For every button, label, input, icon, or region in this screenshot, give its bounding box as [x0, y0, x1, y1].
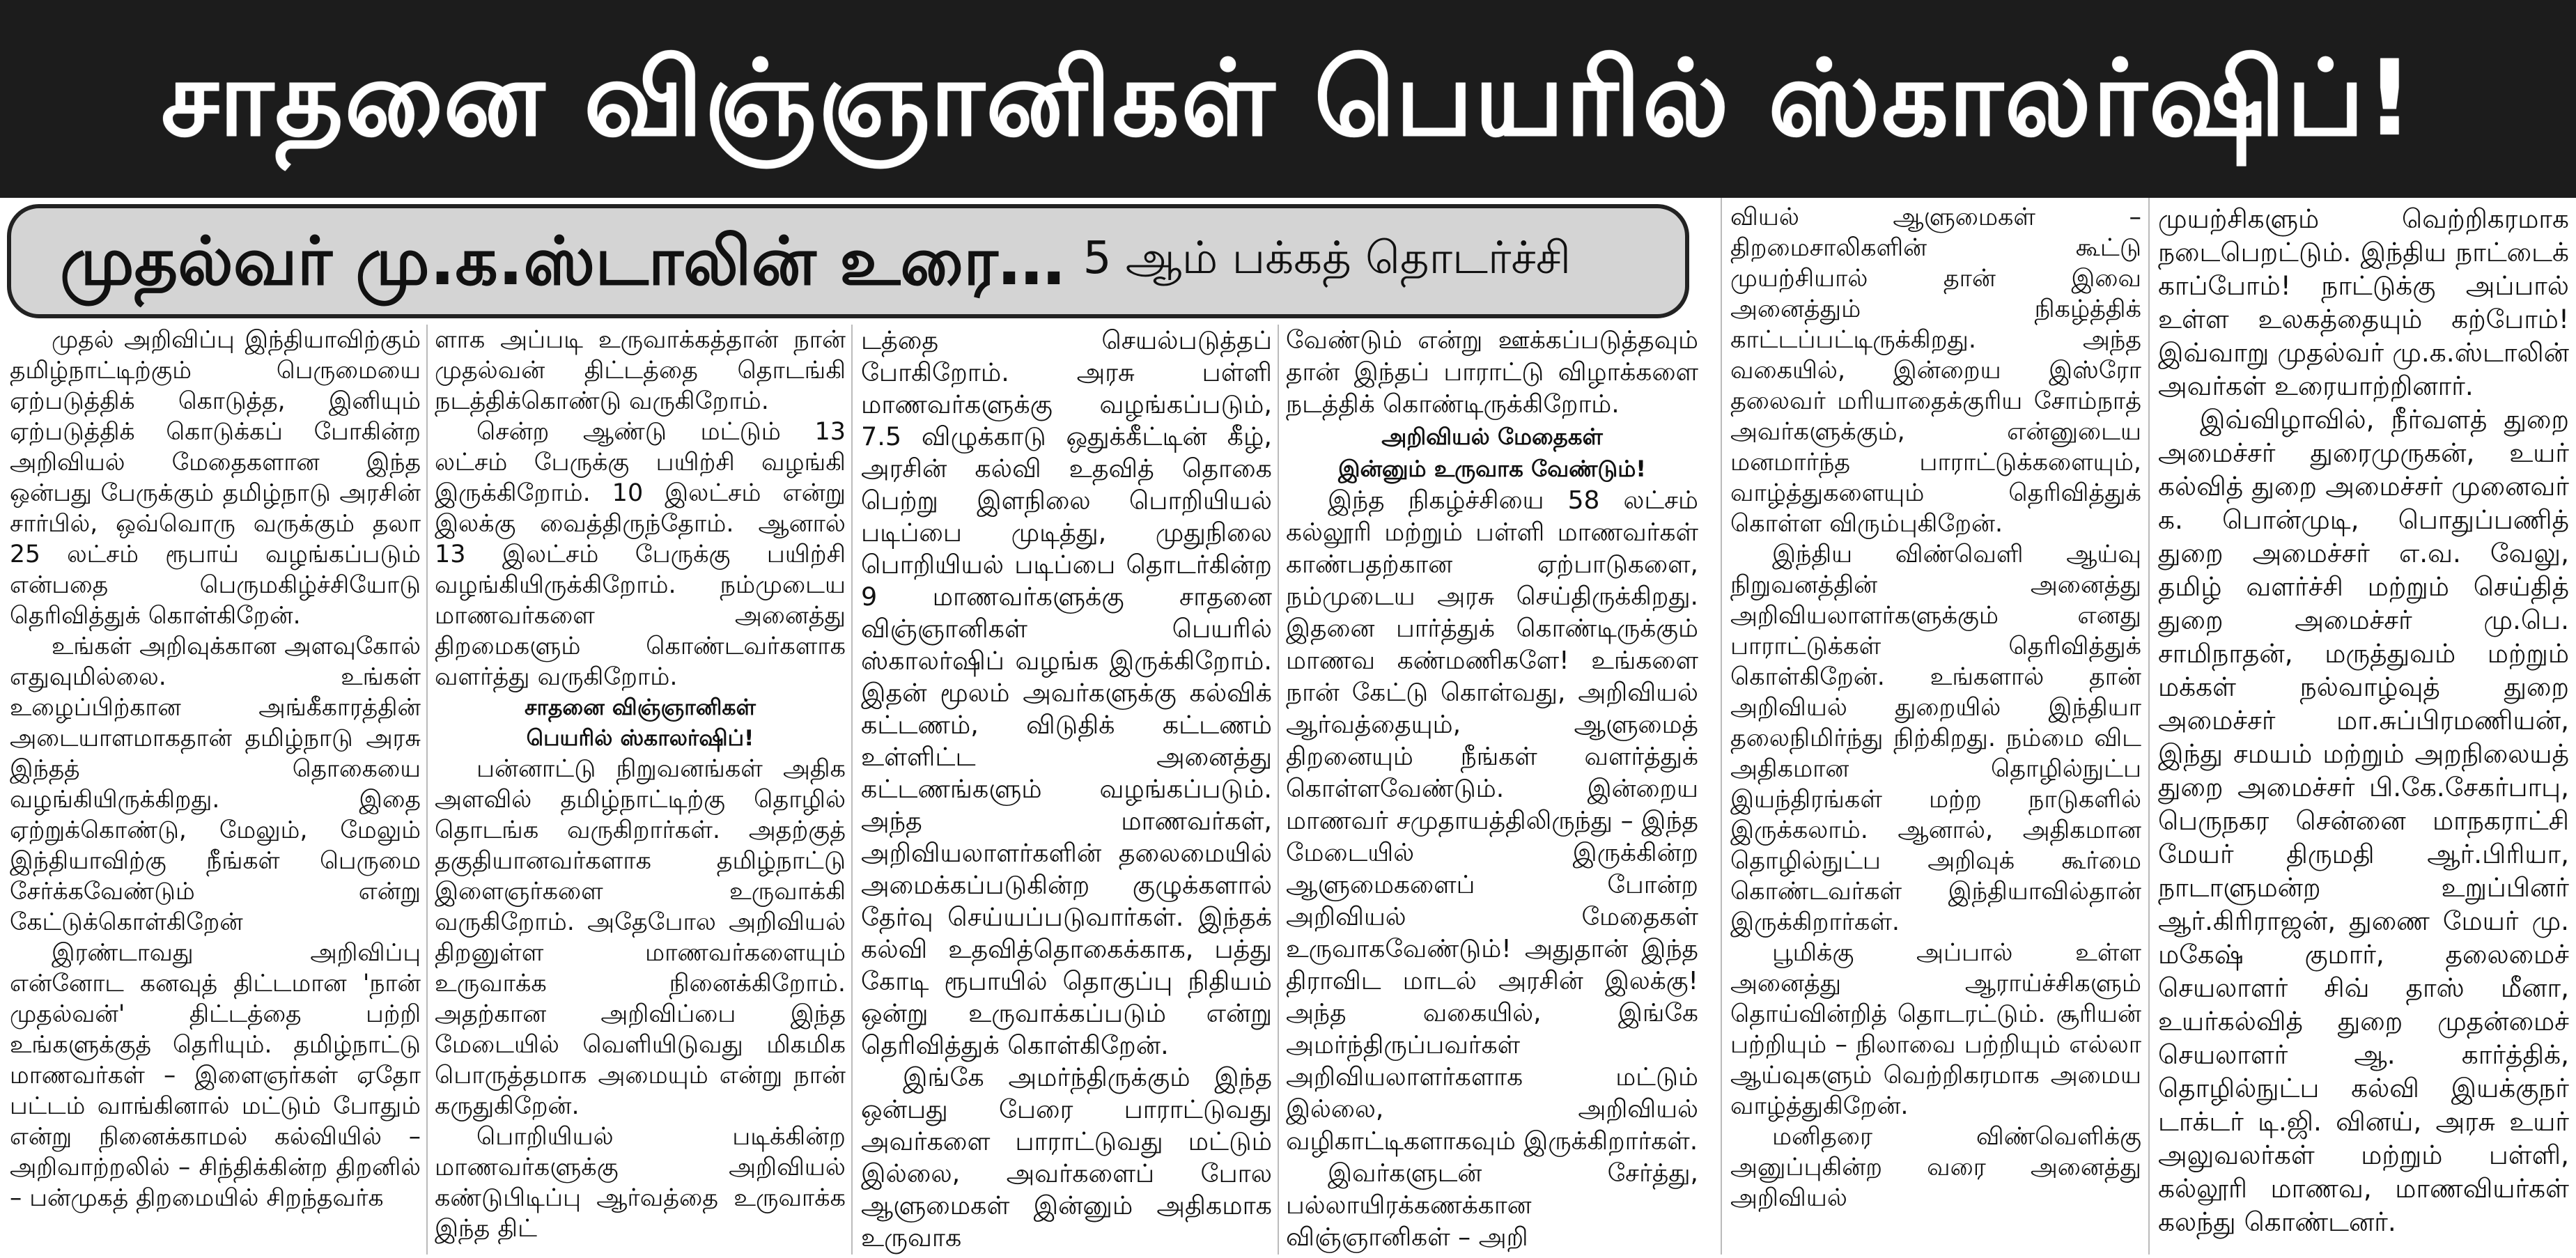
- article-paragraph: இந்திய விண்வெளி ஆய்வு நிறுவனத்தின் அனைத்து அறிவியலாளர்களுக்கும் எனது பாராட்டுக்கள் தெரிவித்துக் கொள்கிறேன். உங்களால் தான் அறிவியல் துறையில் இந்தியா தலைநிமிர்ந்து நிற்கிறது. நம்மை விட அதிகமான தொழில்நுட்ப இயந்திரங்கள் மற்ற நாடுகளில் இருக்கலாம். ஆனால், அதிகமான தொழில்நுட்ப அறிவுக் கூர்மை கொண்டவர்கள் இந்தியாவில்தான் இருக்கிறார்கள்.: [1730, 541, 2141, 936]
- subheadline-box: [7, 204, 1689, 318]
- column-divider: [1721, 198, 1722, 1255]
- article-paragraph: இங்கே அமர்ந்திருக்கும் இந்த ஒன்பது பேரை பாராட்டுவது அவர்களை பாராட்டுவது மட்டும் இல்லை, அவர்களைப் போல ஆளுமைகள் இன்னும் அதிகமாக உருவாக: [861, 1062, 1272, 1252]
- article-paragraph: வியல் ஆளுமைகள் – திறமைசாலிகளின் கூட்டு முயற்சியால் தான் இவை அனைத்தும் நிகழ்த்திக் காட்டப்பட்டிருக்கிறது. அந்த வகையில், இன்றைய இஸ்ரோ தலைவர் மரியாதைக்குரிய சோம்நாத் அவர்களுக்கும், என்னுடைய மனமார்ந்த பாராட்டுக்களையும், வாழ்த்துகளையும் தெரிவித்துக் கொள்ள விரும்புகிறேன்.: [1730, 203, 2141, 538]
- article-column-5: [1730, 202, 2141, 1255]
- article-column-1: [10, 325, 421, 1255]
- headline-banner: [0, 0, 2576, 198]
- article-column-4: [1286, 325, 1698, 1255]
- article-paragraph: மனிதரை விண்வெளிக்கு அனுப்புகின்ற வரை அனைத்து அறிவியல்: [1730, 1123, 2141, 1212]
- section-heading: சாதனை விஞ்ஞானிகள்: [525, 695, 756, 720]
- article-paragraph: இவ்விழாவில், நீர்வளத் துறை அமைச்சர் துரைமுருகன், உயர் கல்வித் துறை அமைச்சர் முனைவர் க. பொன்முடி, பொதுப்பணித் துறை அமைச்சர் எ.வ. வேலு, தமிழ் வளர்ச்சி மற்றும் செய்தித் துறை அமைச்சர் மு.பெ. சாமிநாதன், மருத்துவம் மற்றும் மக்கள் நல்வாழ்வுத் துறை அமைச்சர் மா.சுப்பிரமணியன், இந்து சமயம் மற்றும் அறநிலையத் துறை அமைச்சர் பி.கே.சேகர்பாபு, பெருநகர சென்னை மாநகராட்சி மேயர் திருமதி ஆர்.பிரியா, நாடாளுமன்ற உறுப்பினர் ஆர்.கிரிராஜன், துணை மேயர் மு. மகேஷ் குமார், தலைமைச் செயலாளர் சிவ் தாஸ் மீனா, உயர்கல்வித் துறை முதன்மைச் செயலாளர் ஆ. கார்த்திக், தொழில்நுட்ப கல்வி இயக்குநர் டாக்டர் டி.ஜி. வினய், அரசு உயர் அலுவலர்கள் மற்றும் பள்ளி, கல்லூரி மாணவ, மாணவியர்கள் கலந்து கொண்டனர்.: [2158, 404, 2569, 1237]
- subheadline: முதல்வர் மு.க.ஸ்டாலின் உரை…: [60, 222, 1065, 300]
- article-paragraph: ளாக அப்படி உருவாக்கத்தான் நான் முதல்வன் திட்டத்தை தொடங்கி நடத்திக்கொண்டு வருகிறோம்.: [435, 326, 846, 415]
- section-heading: இன்னும் உருவாக வேண்டும்!: [1337, 456, 1647, 482]
- column-divider: [2148, 198, 2150, 1255]
- article-paragraph: டத்தை செயல்படுத்தப் போகிறோம். அரசு பள்ளி மாணவர்களுக்கு வழங்கப்படும், 7.5 விழுக்காடு ஒதுக்கீட்டின் கீழ், அரசின் கல்வி உதவித் தொகை பெற்று இளநிலை பொறியியல் படிப்பை முடித்து, முதுநிலை பொறியியல் படிப்பை தொடர்கின்ற 9 மாணவர்களுக்கு சாதனை விஞ்ஞானிகள் பெயரில் ஸ்காலர்ஷிப் வழங்க இருக்கிறோம். இதன் மூலம் அவர்களுக்கு கல்விக் கட்டணம், விடுதிக் கட்டணம் உள்ளிட்ட அனைத்து கட்டணங்களும் வழங்கப்படும். அந்த மாணவர்கள், அறிவியலாளர்களின் தலைமையில் அமைக்கப்படுகின்ற குழுக்களால் தேர்வு செய்யப்படுவார்கள். இந்தக் கல்வி உதவித்தொகைக்காக, பத்து கோடி ரூபாயில் தொகுப்பு நிதியம் ஒன்று உருவாக்கப்படும் என்று தெரிவித்துக் கொள்கிறேன்.: [861, 325, 1272, 1060]
- continuation-note: 5 ஆம் பக்கத் தொடர்ச்சி: [1083, 233, 1571, 284]
- column-divider: [1278, 325, 1279, 1255]
- article-paragraph: பன்னாட்டு நிறுவனங்கள் அதிக அளவில் தமிழ்நாட்டிற்கு தொழில் தொடங்க வருகிறார்கள். அதற்குத் தகுதியானவர்களாக தமிழ்நாட்டு இளைஞர்களை உருவாக்கி வருகிறோம். அதேபோல அறிவியல் திறனுள்ள மாணவர்களையும் உருவாக்க நினைக்கிறோம். அதற்கான அறிவிப்பை இந்த மேடையில் வெளியிடுவது மிகமிக பொருத்தமாக அமையும் என்று நான் கருதுகிறேன்.: [435, 755, 846, 1120]
- section-heading: அறிவியல் மேதைகள்: [1381, 424, 1603, 450]
- column-divider: [851, 325, 853, 1255]
- article-column-2: [435, 325, 846, 1255]
- article-paragraph: முயற்சிகளும் வெற்றிகரமாக நடைபெறட்டும். இந்திய நாட்டைக் காப்போம்! நாட்டுக்கு அப்பால் உள்ள உலகத்தையும் கற்போம்! இவ்வாறு முதல்வர் மு.க.ஸ்டாலின் அவர்கள் உரையாற்றினார்.: [2158, 203, 2569, 401]
- section-heading: பெயரில் ஸ்காலர்ஷிப்!: [526, 726, 754, 751]
- article-paragraph: முதல் அறிவிப்பு இந்தியாவிற்கும் தமிழ்நாட்டிற்கும் பெருமையை ஏற்படுத்திக் கொடுத்த, இனியும் ஏற்படுத்திக் கொடுக்கப் போகின்ற அறிவியல் மேதைகளான இந்த ஒன்பது பேருக்கும் தமிழ்நாடு அரசின் சார்பில், ஒவ்வொரு வருக்கும் தலா 25 லட்சம் ரூபாய் வழங்கப்படும் என்பதை பெருமகிழ்ச்சியோடு தெரிவித்துக் கொள்கிறேன்.: [10, 326, 421, 630]
- article-paragraph: சென்ற ஆண்டு மட்டும் 13 லட்சம் பேருக்கு பயிற்சி வழங்கி இருக்கிறோம். 10 இலட்சம் என்று இலக்கு வைத்திருந்தோம். ஆனால் 13 இலட்சம் பேருக்கு பயிற்சி வழங்கியிருக்கிறோம். நம்முடைய மாணவர்களை அனைத்து திறமைகளும் கொண்டவர்களாக வளர்த்து வருகிறோம்.: [435, 418, 846, 691]
- article-paragraph: பொறியியல் படிக்கின்ற மாணவர்களுக்கு அறிவியல் கண்டுபிடிப்பு ஆர்வத்தை உருவாக்க இந்த திட்: [435, 1123, 846, 1243]
- article-paragraph: பூமிக்கு அப்பால் உள்ள அனைத்து ஆராய்ச்சிகளும் தொய்வின்றித் தொடரட்டும். சூரியன் பற்றியும் – நிலாவை பற்றியும் எல்லா ஆய்வுகளும் வெற்றிகரமாக அமைய வாழ்த்துகிறேன்.: [1730, 939, 2141, 1120]
- article-column-6: [2158, 202, 2569, 1255]
- article-paragraph: இந்த நிகழ்ச்சியை 58 லட்சம் கல்லூரி மற்றும் பள்ளி மாணவர்கள் காண்பதற்கான ஏற்பாடுகளை, நம்முடைய அரசு செய்திருக்கிறது. இதனை பார்த்துக் கொண்டிருக்கும் மாணவ கண்மணிகளே! உங்களை நான் கேட்டு கொள்வது, அறிவியல் ஆர்வத்தையும், ஆளுமைத் திறனையும் நீங்கள் வளர்த்துக் கொள்ளவேண்டும். இன்றைய மாணவர் சமுதாயத்திலிருந்து – இந்த மேடையில் இருக்கின்ற ஆளுமைகளைப் போன்ற அறிவியல் மேதைகள் உருவாகவேண்டும்! அதுதான் இந்த திராவிட மாடல் அரசின் இலக்கு! அந்த வகையில், இங்கே அமர்ந்திருப்பவர்கள் அறிவியலாளர்களாக மட்டும் இல்லை, அறிவியல் வழிகாட்டிகளாகவும் இருக்கிறார்கள்.: [1286, 486, 1698, 1156]
- headline: சாதனை விஞ்ஞானிகள் பெயரில் ஸ்காலர்ஷிப்!: [161, 38, 2415, 160]
- article-paragraph: இவர்களுடன் சேர்த்து, பல்லாயிரக்கணக்கான விஞ்ஞானிகள் – அறி: [1286, 1159, 1698, 1252]
- article-paragraph: இரண்டாவது அறிவிப்பு என்னோட கனவுத் திட்டமான 'நான் முதல்வன்' திட்டத்தை பற்றி உங்களுக்குத் தெரியும். தமிழ்நாட்டு மாணவர்கள் – இளைஞர்கள் ஏதோ பட்டம் வாங்கினால் மட்டும் போதும் என்று நினைக்காமல் கல்வியில் – அறிவாற்றலில் – சிந்திக்கின்ற திறனில் – பன்முகத் திறமையில் சிறந்தவர்க: [10, 939, 421, 1212]
- article-paragraph: வேண்டும் என்று ஊக்கப்படுத்தவும் தான் இந்தப் பாராட்டு விழாக்களை நடத்திக் கொண்டிருக்கிறோம்.: [1286, 326, 1698, 419]
- article-paragraph: உங்கள் அறிவுக்கான அளவுகோல் எதுவுமில்லை. உங்கள் உழைப்பிற்கான அங்கீகாரத்தின் அடையாளமாகதான் தமிழ்நாடு அரசு இந்தத் தொகையை வழங்கியிருக்கிறது. இதை ஏற்றுக்கொண்டு, மேலும், மேலும் இந்தியாவிற்கு நீங்கள் பெருமை சேர்க்கவேண்டும் என்று கேட்டுக்கொள்கிறேன்: [10, 632, 421, 936]
- column-divider: [426, 325, 428, 1255]
- article-column-3: [861, 325, 1272, 1255]
